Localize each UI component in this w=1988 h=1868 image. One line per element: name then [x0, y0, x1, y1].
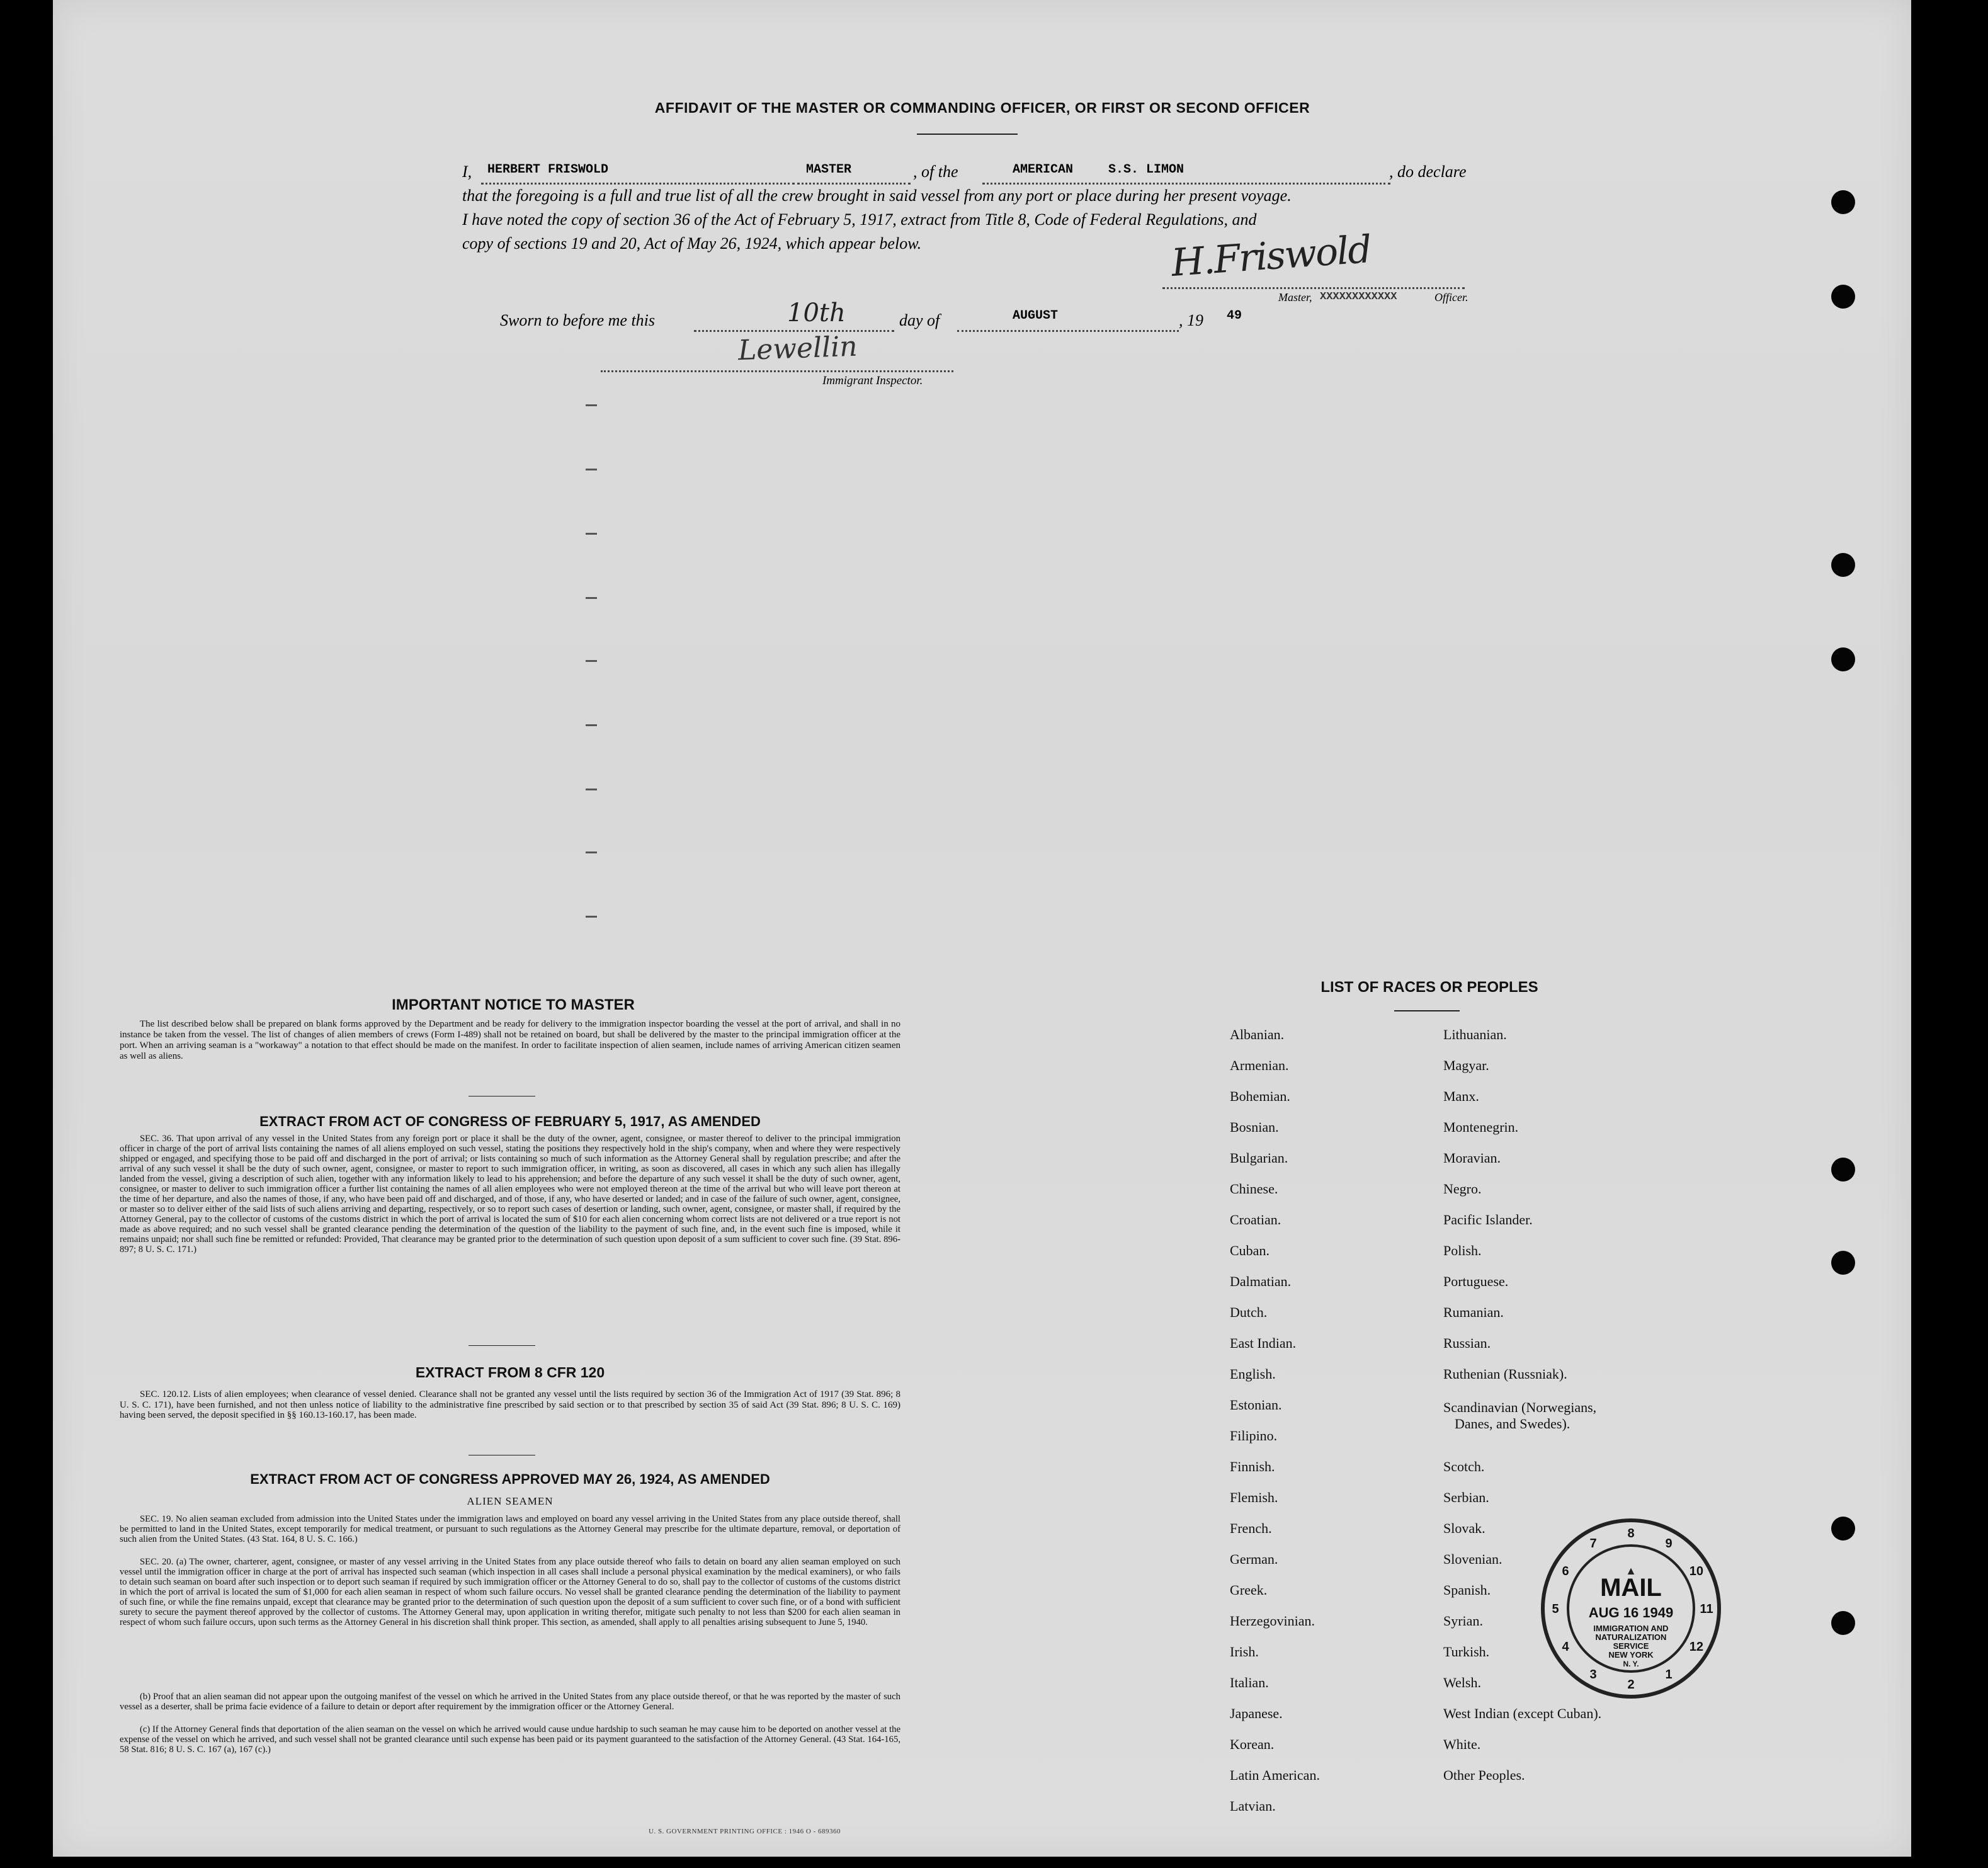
mail-received-stamp	[1536, 1514, 1725, 1703]
race-item: Lithuanian.	[1443, 1027, 1507, 1042]
race-item: Herzegovinian.	[1230, 1613, 1315, 1629]
race-item: Scandinavian (Norwegians,	[1443, 1399, 1597, 1415]
extract-1917-rule	[469, 1345, 535, 1346]
affidavit-line-2: that the foregoing is a full and true list of all the crew brought in said vessel from any port or place during her present voyage.	[462, 186, 1292, 205]
stamp-line-1: IMMIGRATION AND	[1593, 1624, 1669, 1633]
notice-text: The list described below shall be prepared on blank forms approved by the Department and be ready for delivery to the immigration inspector boarding the vessel at the port of arrival, and shall in no instance be taken from the vessel. The list of changes of alien members of crews (Form I-489) shall not be retained on board, but shall be delivered by the master to the principal immigration officer at the port. When an arriving seaman is a "workaway" a notation to that effect should be made on the manifest. In order to facilitate inspection of alien seamen, include names of arriving American citizen seamen as well as aliens.	[120, 1019, 900, 1061]
race-item: White.	[1443, 1736, 1481, 1752]
punch-hole	[1831, 1158, 1855, 1182]
race-item: Other Peoples.	[1443, 1767, 1525, 1783]
race-item: Greek.	[1230, 1582, 1268, 1598]
day-of-label: day of	[899, 311, 940, 329]
sworn-label: Sworn to before me this	[500, 311, 656, 329]
bleed-mark	[586, 916, 597, 918]
stamp-ring-number: 12	[1689, 1640, 1704, 1654]
race-item: Finnish.	[1230, 1459, 1275, 1474]
punch-hole	[1831, 1251, 1855, 1275]
inspector-signature: Lewellin	[737, 330, 858, 367]
inspector-caption: Immigrant Inspector.	[822, 374, 923, 387]
name-line	[481, 183, 795, 185]
race-item: Serbian.	[1443, 1489, 1489, 1505]
cfr-text: SEC. 120.12. Lists of alien employees; when clearance of vessel denied. Clearance shall not be granted any vessel until the lists required by section 36 of the Immigration Act of 1917 (39 Stat. 896; 8 U. S. C. 171), have been furnished, and not then unless notice of liability to the administrative fine prescribed by said section or to that prescribed by section 35 of said Act (39 Stat. 896; 8 U. S. C. 169) having been served, the deposit specified in §§ 160.13-160.17, has been made.	[120, 1389, 900, 1420]
sec-20b-text: (b) Proof that an alien seaman did not appear upon the outgoing manifest of the vessel on which he arrived in the United States from any place outside thereof, or that he was reported by the master of such vessel as a deserter, shall be prima facie evidence of a failure to detain or deport after requirement by the immigration officer or the Attorney General.	[120, 1692, 900, 1712]
race-item: Rumanian.	[1443, 1304, 1504, 1320]
stamp-ring-number: 1	[1665, 1667, 1673, 1682]
vessel-line	[982, 183, 1390, 185]
stamp-ring-number: 11	[1700, 1602, 1713, 1616]
race-item: Bosnian.	[1230, 1119, 1279, 1135]
affidavit-title: AFFIDAVIT OF THE MASTER OR COMMANDING OFFICER, OR FIRST OR SECOND OFFICER	[654, 100, 1310, 116]
extract-1924-subtitle: ALIEN SEAMEN	[467, 1495, 554, 1507]
master-caption-struck: XXXXXXXXXXXX	[1320, 291, 1397, 303]
race-item: Cuban.	[1230, 1243, 1269, 1258]
race-item: Flemish.	[1230, 1489, 1278, 1505]
race-item: Portuguese.	[1443, 1273, 1509, 1289]
race-item: Slovenian.	[1443, 1551, 1502, 1567]
bleed-mark	[586, 660, 597, 662]
notice-title: IMPORTANT NOTICE TO MASTER	[392, 996, 635, 1013]
race-item: Polish.	[1443, 1243, 1482, 1258]
race-item: Spanish.	[1443, 1582, 1491, 1598]
stamp-date: AUG 16 1949	[1588, 1605, 1674, 1620]
do-declare-label: , do declare	[1389, 162, 1467, 181]
punch-hole	[1831, 1611, 1855, 1635]
vessel-nationality: AMERICAN	[1013, 162, 1074, 177]
stamp-ring-number: 3	[1589, 1667, 1597, 1682]
rank-line	[797, 183, 911, 185]
race-item: Pacific Islander.	[1443, 1212, 1533, 1227]
year-prefix: , 19	[1179, 311, 1203, 329]
master-caption-a: Master,	[1278, 291, 1312, 304]
race-item: Bohemian.	[1230, 1088, 1290, 1104]
bleed-mark	[586, 724, 597, 726]
race-item: Scotch.	[1443, 1459, 1485, 1474]
master-rank: MASTER	[806, 162, 852, 177]
bleed-mark	[586, 597, 597, 599]
punch-hole	[1831, 553, 1855, 577]
race-item: Dutch.	[1230, 1304, 1268, 1320]
master-signature: H.Friswold	[1169, 227, 1372, 285]
sworn-day: 10th	[787, 299, 846, 327]
race-item: Negro.	[1443, 1181, 1482, 1197]
race-item: Russian.	[1443, 1335, 1491, 1351]
stamp-line-2: NATURALIZATION	[1595, 1632, 1667, 1642]
master-name: HERBERT FRISWOLD	[487, 162, 609, 177]
race-item: Italian.	[1230, 1675, 1269, 1690]
bleed-mark	[586, 789, 597, 790]
stamp-ring-number: 10	[1689, 1564, 1704, 1578]
race-item: Armenian.	[1230, 1057, 1289, 1073]
race-item: Welsh.	[1443, 1675, 1481, 1690]
sec-20c-text: (c) If the Attorney General finds that deportation of the alien seaman on the vessel on which he arrived would cause undue hardship to such seaman he may cause him to be deported on another vessel at the expense of the vessel on which he arrived, and such vessel shall not be granted clearance until such expense has been paid or its payment guaranteed to the satisfaction of the Attorney General. (43 Stat. 164-165, 58 Stat. 816; 8 U. S. C. 167 (a), 167 (c).)	[120, 1724, 900, 1755]
race-item: Danes, and Swedes).	[1455, 1416, 1571, 1432]
punch-hole	[1831, 190, 1855, 214]
sec-20a-text: SEC. 20. (a) The owner, charterer, agent, consignee, or master of any vessel arriving in the United States from any place outside thereof who fails to detain on board any alien seaman employed on such vessel until the immigration officer in charge at the port of arrival has inspected such seaman (which inspection in all cases shall include a personal physical examination by the medical examiners), or who fails to detain such seaman on board after such inspection or to deport such seaman if required by such immigration officer or the Attorney General to do so, shall pay to the collector of customs of the customs district in which the port of arrival is located the sum of $1,000 for each alien seaman in respect of whom such failure occurs. No vessel shall be granted clearance pending the determination of the liability to payment of such fine, or while the fine remains unpaid, except that clearance may be granted prior to the determination of such question upon the deposit of a sum sufficient to cover such fine, or of a bond with sufficient surety to secure the payment thereof approved by the collector of customs. The Attorney General may, upon application in writing therefor, mitigate such penalty to not less than $200 for each alien seaman in respect of whom such failure occurs, upon such terms as the Attorney General in his discretion shall think proper. This section, as amended, shall apply to all penalties arising subsequent to June 5, 1940.	[120, 1557, 900, 1627]
stamp-arrow-icon: ▲	[1625, 1564, 1637, 1577]
extract-1917-title: EXTRACT FROM ACT OF CONGRESS OF FEBRUARY 5, 1917, AS AMENDED	[259, 1113, 761, 1129]
vessel-name: S.S. LIMON	[1108, 162, 1184, 177]
cfr-title: EXTRACT FROM 8 CFR 120	[415, 1364, 605, 1381]
sworn-day-line	[694, 330, 894, 332]
extract-1917-text: SEC. 36. That upon arrival of any vessel in the United States from any foreign port or place it shall be the duty of the owner, agent, consignee, or master thereof to deliver to the principal immigration officer in charge of the port of arrival lists containing the names of all aliens employed on such vessel, stating the positions they respectively hold in the ship's company, when and where they were respectively shipped or engaged, and specifying those to be paid off and discharged in the port of arrival; or lists containing so much of such information as the Attorney General shall by regulation prescribe; and after the arrival of any such vessel it shall be the duty of such owner, agent, consignee, or master to report to such immigration officer, in writing, as soon as discovered, all cases in which any such alien has illegally landed from the vessel, giving a description of such alien, together with any information likely to lead to his apprehension; and before the departure of any such vessel it shall be the duty of such owner, agent, consignee, or master to deliver to such immigration officer a further list containing the names of all alien employees who were not employed thereon at the time of the arrival but who will leave port thereon at the time of her departure, and also the names of those, if any, who have been paid off and discharged, and of those, if any, who have deserted or landed; and in case of the failure of such owner, agent, consignee, or master so to deliver either of the said lists of such aliens arriving and departing, respectively, or so to report such cases of desertion or landing, such owner, agent, consignee, or master shall, if required by the Attorney General, pay to the collector of customs of the customs district in which the port of arrival is located the sum of $10 for each alien concerning whom correct lists are not delivered or a true report is not made as above required; and no such vessel shall be granted clearance pending the determination of the question of the liability to the payment of such fine, and, in the event such fine is imposed, while it remains unpaid; nor shall such fine be remitted or refunded: Provided, That clearance may be granted prior to the determination of such question upon deposit of a sum sufficient to cover such fine. (39 Stat. 896-897; 8 U. S. C. 171.)	[120, 1134, 900, 1255]
race-item: Moravian.	[1443, 1150, 1501, 1166]
bleed-mark	[586, 469, 597, 470]
master-caption-c: Officer.	[1434, 291, 1468, 304]
race-item: Latvian.	[1230, 1798, 1276, 1814]
stamp-ring-number: 5	[1552, 1602, 1559, 1616]
race-item: Manx.	[1443, 1088, 1479, 1104]
race-item: Bulgarian.	[1230, 1150, 1288, 1166]
punch-hole	[1831, 647, 1855, 671]
stamp-ring-number: 7	[1589, 1537, 1597, 1551]
race-item: Chinese.	[1230, 1181, 1278, 1197]
stamp-line-5: N. Y.	[1623, 1660, 1639, 1668]
affidavit-line-4: copy of sections 19 and 20, Act of May 26, 1924, which appear below.	[462, 234, 922, 253]
stamp-ring-number: 9	[1665, 1537, 1673, 1551]
stamp-ring-number: 4	[1562, 1640, 1569, 1654]
race-item: Korean.	[1230, 1736, 1275, 1752]
stamp-ring-number: 2	[1627, 1678, 1635, 1692]
title-underline	[917, 134, 1018, 135]
race-item: English.	[1230, 1366, 1276, 1382]
of-the-label: , of the	[913, 162, 958, 181]
stamp-line-4: NEW YORK	[1608, 1650, 1654, 1660]
race-item: Slovak.	[1443, 1520, 1485, 1536]
sworn-month: AUGUST	[1013, 309, 1059, 323]
stamp-ring-number: 6	[1562, 1564, 1569, 1578]
stamp-mail: MAIL	[1600, 1574, 1662, 1602]
race-item: Albanian.	[1230, 1027, 1285, 1042]
race-item: Turkish.	[1443, 1644, 1490, 1660]
affidavit-i-label: I,	[462, 162, 472, 181]
race-item: Syrian.	[1443, 1613, 1483, 1629]
race-item: Japanese.	[1230, 1706, 1283, 1721]
race-item: Montenegrin.	[1443, 1119, 1519, 1135]
punch-hole	[1831, 1517, 1855, 1541]
punch-hole	[1831, 285, 1855, 309]
race-item: Estonian.	[1230, 1397, 1282, 1413]
extract-1924-title: EXTRACT FROM ACT OF CONGRESS APPROVED MAY 26, 1924, AS AMENDED	[250, 1471, 770, 1487]
sec-19-text: SEC. 19. No alien seaman excluded from admission into the United States under the immigration laws and employed on board any vessel arriving in the United States from any place outside thereof, shall be permitted to land in the United States, except temporarily for medical treatment, or pursuant to such regulations as the Attorney General may prescribe for the ultimate departure, removal, or deportation of such alien from the United States. (43 Stat. 164, 8 U. S. C. 166.)	[120, 1514, 900, 1544]
stamp-line-3: SERVICE	[1613, 1641, 1649, 1651]
race-item: East Indian.	[1230, 1335, 1297, 1351]
race-item: Magyar.	[1443, 1057, 1489, 1073]
printing-office-note: U. S. GOVERNMENT PRINTING OFFICE : 1946 O - 689360	[649, 1828, 841, 1835]
month-line	[957, 330, 1179, 332]
race-item: French.	[1230, 1520, 1272, 1536]
race-item: German.	[1230, 1551, 1278, 1567]
bleed-mark	[586, 533, 597, 535]
year-suffix: 49	[1227, 309, 1242, 323]
race-item: Dalmatian.	[1230, 1273, 1292, 1289]
signature-line	[1162, 287, 1465, 289]
race-item: Croatian.	[1230, 1212, 1281, 1227]
stamp-ring-number: 8	[1627, 1527, 1635, 1541]
bleed-mark	[586, 851, 597, 853]
inspector-line	[601, 370, 953, 372]
race-item: Latin American.	[1230, 1767, 1320, 1783]
race-item: Filipino.	[1230, 1428, 1278, 1444]
races-title: LIST OF RACES OR PEOPLES	[1321, 979, 1538, 996]
race-item: Ruthenian (Russniak).	[1443, 1366, 1567, 1382]
bleed-mark	[586, 404, 597, 406]
affidavit-line-3: I have noted the copy of section 36 of the Act of February 5, 1917, extract from Title 8, Code of Federal Regulations, and	[462, 210, 1257, 229]
races-rule	[1394, 1010, 1460, 1011]
race-item: Irish.	[1230, 1644, 1259, 1660]
race-item: West Indian (except Cuban).	[1443, 1706, 1602, 1721]
